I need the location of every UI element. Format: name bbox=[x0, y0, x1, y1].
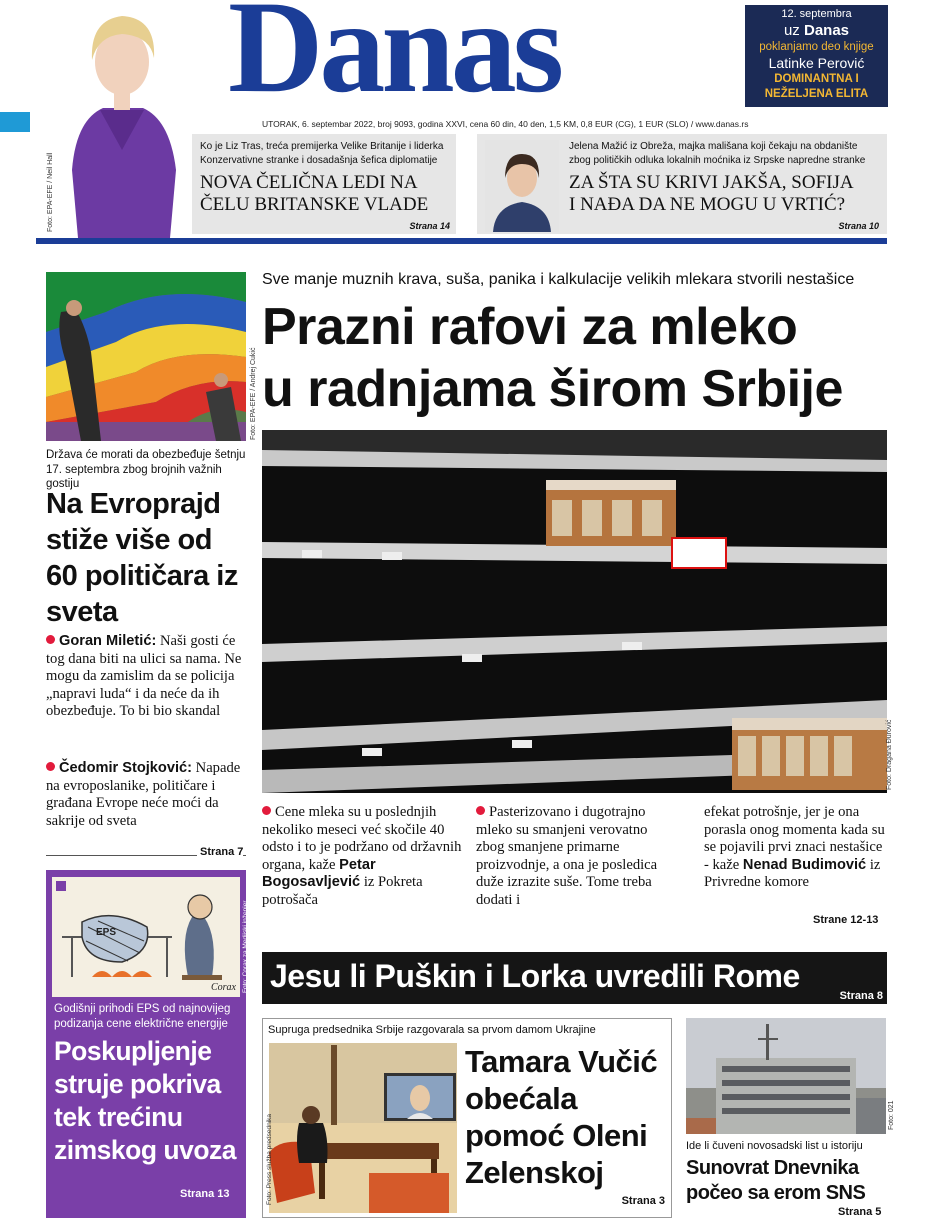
puskin-page-ref: Strana 8 bbox=[839, 990, 883, 1002]
lead-column-1 bbox=[262, 804, 462, 909]
cartoon-credit: Foto: Corax za Medijski inženjer bbox=[242, 900, 249, 993]
pride-page-ref: Strana 7 bbox=[197, 846, 243, 858]
eps-cartoon bbox=[52, 877, 240, 997]
promo-title-1: DOMINANTNA I bbox=[774, 73, 859, 85]
truss-page-ref: Strana 14 bbox=[409, 221, 450, 231]
promo-title-2: NEŽELJENA ELITA bbox=[764, 88, 869, 100]
truss-headline-2: ČELU BRITANSKE VLADE bbox=[200, 194, 429, 215]
jelena-mazic-photo bbox=[485, 140, 559, 232]
empty-shelves-figure bbox=[262, 430, 887, 793]
dnevnik-kicker: Ide li čuveni novosadski list u istoriju bbox=[686, 1140, 863, 1152]
book-promo-box[interactable] bbox=[745, 5, 888, 107]
lead-kicker: Sve manje muznih krava, suša, panika i kalkulacije velikih mlekara stvorili nestašice bbox=[262, 271, 855, 288]
lead-headline-2[interactable]: u radnjama širom Srbije bbox=[262, 360, 843, 418]
lead-page-ref: Strane 12-13 bbox=[810, 914, 878, 926]
vrtic-teaser[interactable] bbox=[477, 134, 887, 234]
shelves-photo-credit: Foto: Dragana Đurović bbox=[886, 719, 893, 790]
col3-source-name: Nenad Budimović bbox=[742, 856, 867, 873]
column-bullet bbox=[476, 806, 485, 815]
quote-2-author: Čedomir Stojković: bbox=[59, 760, 192, 776]
dnevnik-building-photo bbox=[686, 1018, 886, 1134]
pride-kicker: Država će morati da obezbeđuje šetnju 17. septembra zbog brojnih važnih gostiju bbox=[46, 449, 246, 490]
vrtic-kicker-1: Jelena Mažić iz Obreža, majka mališana koji čekaju na obdanište bbox=[569, 141, 858, 152]
dnevnik-page-ref: Strana 5 bbox=[838, 1206, 882, 1218]
liz-truss-figure bbox=[58, 0, 186, 238]
rainbow-flag-figure bbox=[46, 272, 246, 441]
promo-gift-text: poklanjamo deo knjige bbox=[759, 41, 874, 53]
promo-date: 12. septembra bbox=[781, 8, 852, 20]
video-call-figure bbox=[269, 1043, 457, 1213]
vucic-photo-credit: Foto: Press služba predsednika bbox=[266, 1113, 273, 1205]
dateline: UTORAK, 6. septembar 2022, broj 9093, godina XXVI, cena 60 din, 40 den, 1,5 KM, 0,8 EUR (CG), 1 EUR (SLO) / www.danas.rs bbox=[262, 119, 749, 129]
col1-text: Cene mleka su u poslednjih nekoliko meseci već skočile 40 odsto i to je podržano od državnih organa, kaže bbox=[262, 804, 462, 873]
truss-teaser[interactable] bbox=[192, 134, 456, 234]
truss-kicker-2: Konzervativne stranke i dosadašnja šefica diplomatije bbox=[200, 155, 438, 166]
quote-bullet bbox=[46, 635, 55, 644]
vrtic-headline-1: ZA ŠTA SU KRIVI JAKŠA, SOFIJA bbox=[569, 172, 854, 193]
vrtic-text bbox=[569, 140, 879, 216]
vucic-page-ref: Strana 3 bbox=[621, 1195, 665, 1207]
cyan-edge-marker bbox=[0, 112, 30, 132]
col2-text: Pasterizovano i dugotrajno mleko su smanjeni verovatno zbog smanjene primarne proizvodnje, a ona je posledica duže izrazite suše. Tome treba dodati i bbox=[476, 804, 658, 908]
pride-quote-1 bbox=[46, 633, 251, 721]
lead-headline-1[interactable]: Prazni rafovi za mleko bbox=[262, 298, 798, 356]
vrtic-kicker-2: zbog političkih odluka lokalnih moćnika iz Srpske napredne stranke bbox=[569, 155, 866, 166]
quote-1-text: Naši gosti će tog dana biti na ulici sa nama. Ne mogu da zamislim da se policija „napravi luda“ i da neće da ih obezbeđuje. To bi bio skandal bbox=[46, 633, 242, 719]
promo-brand: Danas bbox=[803, 22, 850, 39]
column-bullet bbox=[262, 806, 271, 815]
eps-cartoon-figure bbox=[52, 877, 240, 997]
quote-bullet bbox=[46, 762, 55, 771]
vucic-box[interactable] bbox=[262, 1018, 672, 1218]
promo-brand-line bbox=[745, 21, 888, 40]
vrtic-headline-2: I NAĐA DA NE MOGU U VRTIĆ? bbox=[569, 194, 846, 215]
promo-author: Latinke Perović bbox=[768, 55, 865, 71]
col3-source-org: iz Privredne komore bbox=[704, 856, 881, 890]
quote-2-text: Napade na evroposlanike, političare i građana Evrope neće moći da sakrije od sveta bbox=[46, 760, 241, 829]
lead-column-3 bbox=[704, 804, 889, 892]
liz-photo-credit: Foto: EPA-EFE / Neil Hall bbox=[47, 152, 54, 232]
puskin-headline: Jesu li Puškin i Lorka uvredili Rome bbox=[270, 958, 800, 994]
danas-logo[interactable]: Danas bbox=[228, 0, 561, 120]
pride-headline[interactable]: Na Evroprajd stiže više od 60 političara iz sveta bbox=[46, 488, 238, 628]
cartoon-eps-label: EPS bbox=[96, 927, 117, 938]
col1-source-name: Petar Bogosavljević bbox=[262, 856, 376, 890]
empty-shelves-photo bbox=[262, 430, 887, 793]
dnevnik-photo-credit: Foto: 021 bbox=[888, 1100, 895, 1130]
cartoon-signature: Corax bbox=[211, 982, 236, 993]
truss-headline-1: NOVA ČELIČNA LEDI NA bbox=[200, 172, 418, 193]
vucic-headline: Tamara Vučić obećala pomoć Oleni Zelenskoj bbox=[465, 1044, 658, 1190]
liz-truss-photo bbox=[58, 0, 186, 238]
vrtic-page-ref: Strana 10 bbox=[838, 221, 879, 231]
promo-uz: uz bbox=[783, 22, 800, 39]
eps-box[interactable] bbox=[46, 870, 249, 1218]
col1-source-org: iz Pokreta potrošača bbox=[262, 874, 423, 908]
quote-1-author: Goran Miletić: bbox=[59, 633, 157, 649]
col3-text: efekat potrošnje, jer je ona porasla onog momenta kada su se pojavili prvi znaci nestašice - kaže bbox=[704, 804, 885, 873]
eps-kicker: Godišnji prihodi EPS od najnovijeg podizanja cene električne energije bbox=[54, 1003, 231, 1030]
pride-flag-photo bbox=[46, 272, 246, 441]
masthead-rule bbox=[36, 238, 887, 244]
pride-photo-credit: Foto: EPA-EFE / Andrej Cukić bbox=[250, 347, 257, 440]
dnevnik-building-figure bbox=[686, 1018, 886, 1134]
truss-kicker-1: Ko je Liz Tras, treća premijerka Velike Britanije i liderka bbox=[200, 141, 444, 152]
lead-column-2 bbox=[476, 804, 676, 909]
dnevnik-headline[interactable]: Sunovrat Dnevnika počeo sa erom SNS bbox=[686, 1157, 866, 1204]
eps-headline: Poskupljenje struje pokriva tek trećinu zimskog uvoza bbox=[54, 1036, 236, 1165]
vucic-kicker: Supruga predsednika Srbije razgovarala sa prvom damom Ukrajine bbox=[268, 1024, 596, 1036]
jelena-mazic-figure bbox=[485, 140, 559, 232]
eps-page-ref: Strana 13 bbox=[180, 1188, 230, 1200]
pride-quote-2 bbox=[46, 760, 251, 830]
puskin-lorka-bar[interactable] bbox=[262, 952, 887, 1004]
vucic-zelenska-photo bbox=[269, 1043, 457, 1213]
